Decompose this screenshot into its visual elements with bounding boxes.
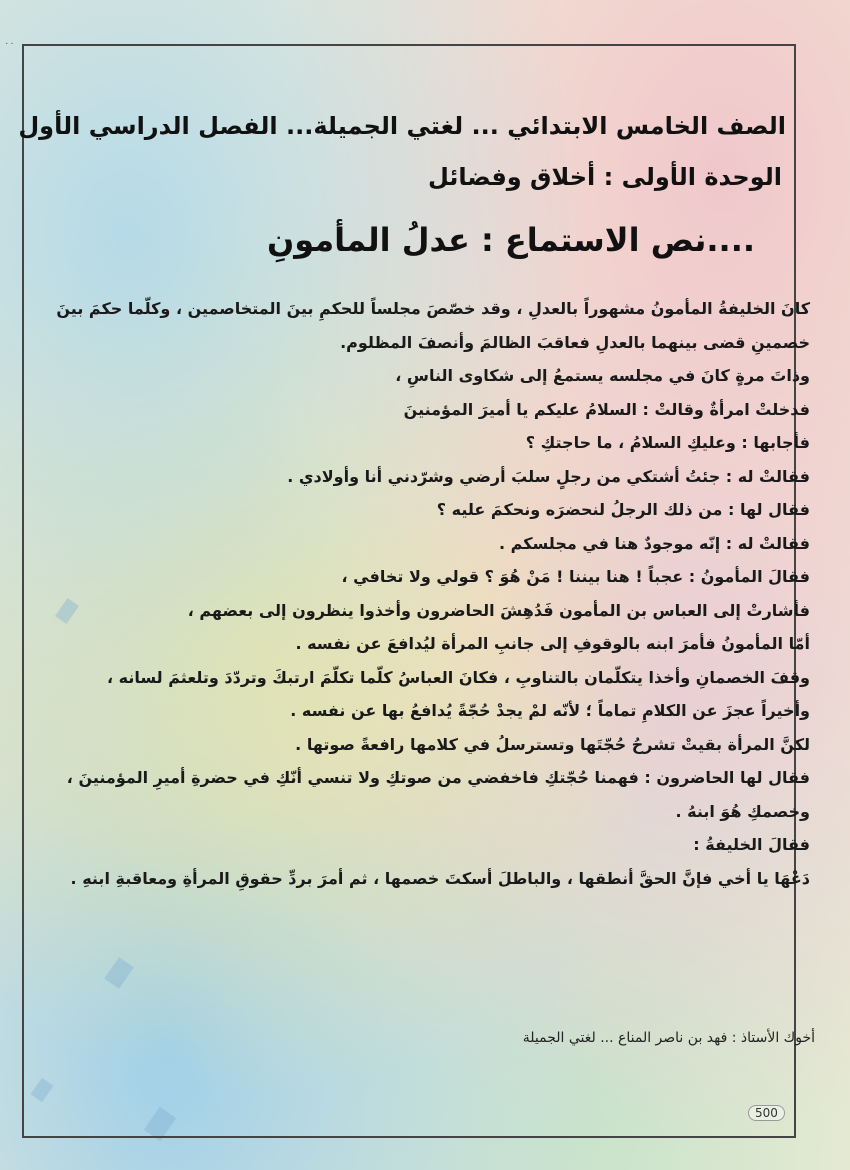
story-line: كانَ الخليفةُ المأمونُ مشهوراً بالعدلِ ، وقد خصّصَ مجلساً للحكمِ بينَ المتخاصمين ، وكلّما حكمَ بينَ [56,299,810,318]
story-line: فقال لها : من ذلك الرجلُ لنحضرَه ونحكمَ عليه ؟ [436,500,810,519]
corner-mark: ٠٠ [4,38,15,49]
story-line: فقالَ الخليفةُ : [693,835,810,854]
story-line: فقالتْ له : إنّه موجودٌ هنا في مجلسكم . [499,533,810,553]
story-line: فأشارتْ إلى العباس بن المأمون فَدُهِشَ الحاضرون وأخذوا ينظرون إلى بعضهم ، [187,600,810,620]
story-line: فقالتْ له : جئتُ أشتكي من رجلٍ سلبَ أرضي وشرّدني أنا وأولادي . [287,466,810,486]
story-line: وأخيراً عجزَ عن الكلامِ تماماً ؛ لأنّه لمْ يجدْ حُجّةً يُدافعُ بها عن نفسه . [290,701,810,720]
teacher-signature: أخوك الأستاذ : فهد بن ناصر المناع ... لغتي الجميلة [522,1030,815,1046]
header-title: ....نص الاستماع : عدلُ المأمونِ [266,221,755,259]
header-unit-line: الوحدة الأولى : أخلاق وفضائل [427,163,782,191]
story-line: أمّا المأمونُ فأمرَ ابنه بالوقوفِ إلى جانبِ المرأة ليُدافعَ عن نفسه . [295,634,810,653]
header-grade-line: الصف الخامس الابتدائي ... لغتي الجميلة... الفصل الدراسي الأول [18,112,786,140]
page-number: 500 [748,1105,785,1121]
story-line: وقفَ الخصمانِ وأخذا يتكلّمان بالتناوبِ ، فكانَ العباسُ كلّما تكلّمَ ارتبكَ وتردّدَ وتلعثمَ لسانه ، [107,667,810,687]
story-line: وخصمكِ هُوَ ابنهُ . [675,801,810,821]
story-line: دَعْهَا يا أخي فإنَّ الحقَّ أنطقها ، والباطلَ أسكتَ خصمها ، ثم أمرَ بردِّ حقوقِ المرأةِ ومعاقبةِ ابنهِ . [70,868,810,888]
story-line: فدخلتْ امرأةٌ وقالتْ : السلامُ عليكم يا أميرَ المؤمنينَ [403,399,810,419]
story-line: فقال لها الحاضرون : فهمنا حُجّتكِ فاخفضي من صوتكِ ولا تنسي أنّكِ في حضرةِ أميرِ المؤمنينَ ، [66,768,810,787]
story-line: فأجابها : وعليكِ السلامُ ، ما حاجتكِ ؟ [525,433,810,452]
story-line: لكنَّ المرأة بقيتْ تشرحُ حُجّتَها وتسترسلُ في كلامها رافعةً صوتها . [295,734,810,754]
story-line: خصمينِ قضى بينهما بالعدلِ فعاقبَ الظالمَ وأنصفَ المظلوم. [340,332,810,352]
story-line: فقالَ المأمونُ : عجباً ! هنا بيننا ! مَنْ هُوَ ؟ قولي ولا تخافي ، [341,567,810,586]
story-line: وذاتَ مرةٍ كانَ في مجلسه يستمعُ إلى شكاوى الناسِ ، [395,366,810,385]
story-body [40,292,810,895]
